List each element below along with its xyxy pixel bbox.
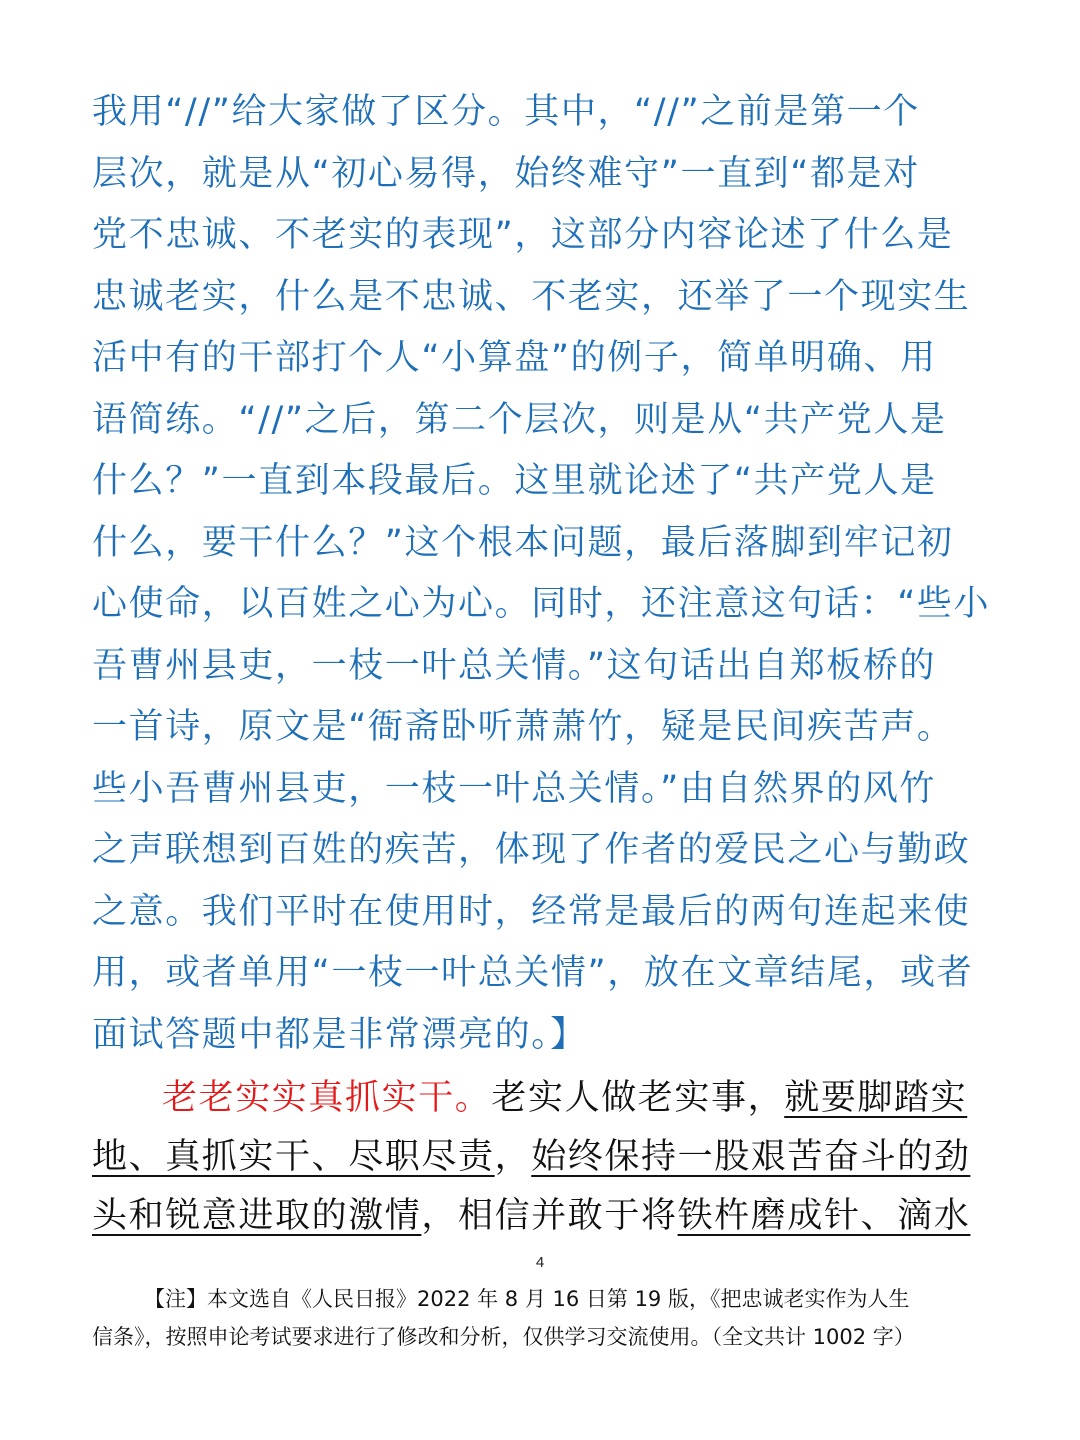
analysis-line: 什么，要干什么？”这个根本问题，最后落脚到牢记初 — [92, 522, 954, 563]
analysis-line: 忠诚老实，什么是不忠诚、不老实，还举了一个现实生 — [92, 276, 971, 317]
underlined-text: 始终保持一股艰苦奋斗的劲 — [531, 1137, 971, 1177]
analysis-line: 吾曹州县吏，一枝一叶总关情。”这句话出自郑板桥的 — [92, 645, 937, 686]
body-text: ， — [494, 1137, 532, 1177]
body-text: ，相信并敢于将 — [421, 1196, 678, 1236]
analysis-line: 我用“//”给大家做了区分。其中，“//”之前是第一个 — [92, 92, 920, 132]
analysis-line: 一首诗，原文是“衙斋卧听萧萧竹，疑是民间疾苦声。 — [92, 707, 954, 747]
underlined-text: 地、真抓实干、尽职尽责 — [92, 1137, 495, 1177]
analysis-paragraph — [92, 82, 991, 1066]
footnote-line: 信条》，按照申论考试要求进行了修改和分析，仅供学习交流使用。（全文共计 1002 字） — [92, 1325, 915, 1349]
body-paragraph — [92, 1069, 988, 1246]
footnote-line: 【注】本文选自《人民日报》2022 年 8 月 16 日第 19 版，《把忠诚老实作为人生 — [144, 1287, 910, 1311]
analysis-line: 心使命，以百姓之心为心。同时，还注意这句话：“些小 — [92, 584, 991, 624]
analysis-line: 活中有的干部打个人“小算盘”的例子，简单明确、用 — [92, 338, 937, 378]
underlined-text: 就要脚踏实 — [784, 1078, 968, 1118]
body-text: 老实人做老实事， — [491, 1078, 785, 1118]
page-number: 4 — [535, 1254, 545, 1271]
underlined-text: 铁杵磨成针、滴水 — [677, 1196, 971, 1236]
section-heading: 老老实实真抓实干。 — [162, 1078, 492, 1118]
analysis-line: 之意。我们平时在使用时，经常是最后的两句连起来使 — [92, 891, 971, 932]
body-line-1 — [92, 1069, 988, 1128]
footnote — [92, 1280, 988, 1356]
underlined-text: 头和锐意进取的激情 — [92, 1196, 422, 1236]
analysis-line: 什么？”一直到本段最后。这里就论述了“共产党人是 — [92, 461, 937, 501]
analysis-line: 之声联想到百姓的疾苦，体现了作者的爱民之心与勤政 — [92, 830, 971, 870]
analysis-line: 用，或者单用“一枝一叶总关情”，放在文章结尾，或者 — [92, 953, 974, 993]
analysis-line: 语简练。“//”之后，第二个层次，则是从“共产党人是 — [92, 399, 947, 440]
body-line-2 — [92, 1128, 988, 1187]
analysis-line: 层次，就是从“初心易得，始终难守”一直到“都是对 — [92, 153, 920, 194]
analysis-line: 面试答题中都是非常漂亮的。】 — [92, 1014, 587, 1055]
analysis-line: 党不忠诚、不老实的表现”，这部分内容论述了什么是 — [92, 215, 954, 255]
analysis-line: 些小吾曹州县吏，一枝一叶总关情。”由自然界的风竹 — [92, 768, 937, 809]
body-line-3 — [92, 1187, 988, 1246]
